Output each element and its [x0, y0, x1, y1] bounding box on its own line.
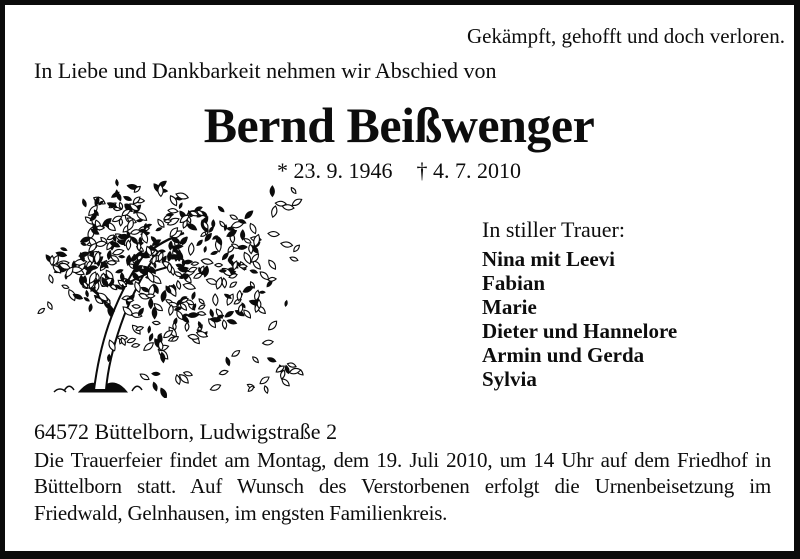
intro-line: In Liebe und Dankbarkeit nehmen wir Abschied von	[34, 58, 497, 83]
mourner-name: Marie	[482, 295, 537, 319]
mourners-list	[482, 247, 677, 391]
mourner-name: Nina mit Leevi	[482, 247, 615, 271]
deceased-name: Bernd Beißwenger	[203, 97, 595, 153]
funeral-details: Die Trauerfeier findet am Montag, dem 19. Juli 2010, um 14 Uhr auf dem Friedhof in Büttelborn statt. Auf Wunsch des Verstorbenen erfolgt die Urnenbeisetzung im Friedwald, Gelnhausen, im engsten Familienkreis.	[34, 448, 771, 525]
tree-leaves	[37, 179, 304, 398]
birth-date: * 23. 9. 1946	[277, 158, 393, 183]
mourning-heading: In stiller Trauer:	[482, 217, 625, 242]
address-line: 64572 Büttelborn, Ludwigstraße 2	[34, 419, 338, 444]
epigraph: Gekämpft, gehofft und doch verloren.	[466, 24, 785, 48]
mourner-name: Sylvia	[482, 367, 537, 391]
death-date: † 4. 7. 2010	[416, 158, 521, 183]
tree-illustration	[34, 170, 312, 398]
mourner-name: Dieter und Hannelore	[482, 319, 678, 343]
mourner-name: Fabian	[482, 271, 546, 295]
mourner-name: Armin und Gerda	[482, 343, 645, 367]
